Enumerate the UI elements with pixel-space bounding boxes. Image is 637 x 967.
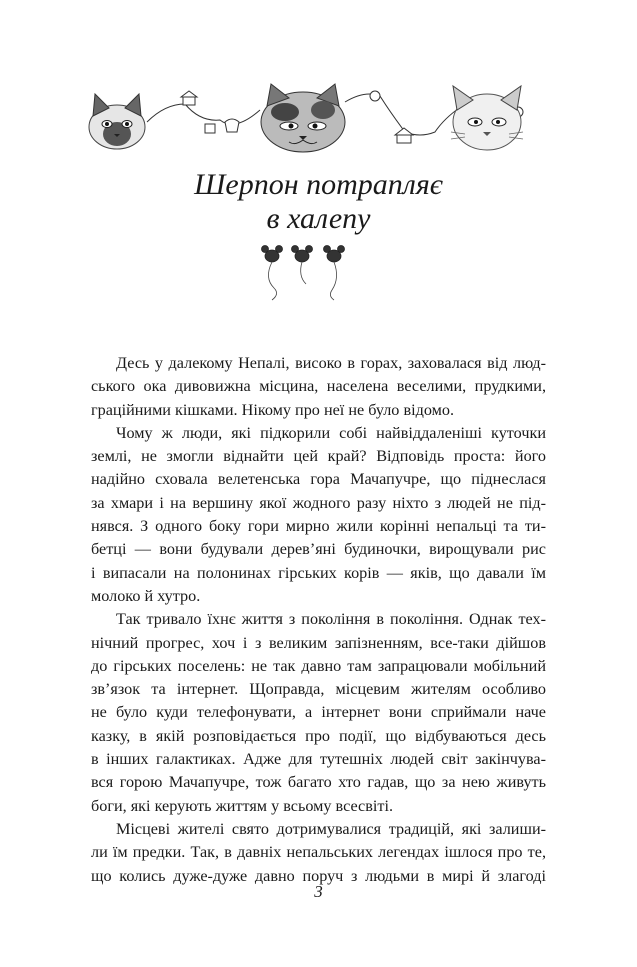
text-line: вся горою Мачапучре, тож багато хто гадав, що за нею живуть: [91, 773, 546, 792]
text-line: молоко й хутро.: [91, 586, 201, 605]
three-cats-garland-icon: [85, 82, 555, 172]
text-line: Так тривало їхнє життя з покоління в покоління. Однак тех-: [116, 610, 546, 629]
text-line: надійно сховала велетенська гора Мачапучре, що піднеслася: [91, 470, 546, 489]
text-line: що колись дуже-дуже давно поруч з людьми в мирі й злагоді: [91, 866, 546, 885]
text-line: в інших галактиках. Адже для тутешніх людей світ закінчува-: [91, 750, 546, 769]
text-line: Чому ж люди, які підкорили собі найвіддаленіші куточки: [116, 423, 546, 442]
body-text: [91, 352, 546, 888]
text-line: не було куди телефонувати, а інтернет вони сприймали наче: [91, 703, 546, 722]
text-line: казку, в якій розповідається про події, що відбуваються десь: [91, 726, 546, 745]
text-line: Місцеві жителі свято дотримувалися традицій, які залиши-: [116, 819, 546, 838]
text-line: до гірських поселень: не так давно там запрацювали мобільний: [91, 656, 546, 675]
text-line: землі, не змогли віднайти цей край? Відповідь проста: його: [91, 447, 546, 466]
text-line: нявся. З одного боку гори мирно жили корінні непальці та ти-: [91, 517, 546, 536]
chapter-title-line-1: Шерпон потрапляє: [194, 168, 443, 201]
text-line: зв’язок та інтернет. Щоправда, місцевим жителям особливо: [91, 680, 546, 699]
text-line: нічний прогрес, хоч і з великим запізненням, все-таки дійшов: [91, 633, 546, 652]
text-line: боги, які керують життям у всьому всесвіті.: [91, 796, 393, 815]
text-line: і випасали на полонинах гірських корів — яків, що давали їм: [91, 563, 546, 582]
text-line: ли їм предки. Так, в давніх непальських легендах ішлося про те,: [91, 843, 546, 862]
text-line: ського ока дивовижна місцина, населена веселими, прудкими,: [91, 377, 546, 396]
text-line: Десь у далекому Непалі, високо в горах, заховалася від люд-: [116, 354, 546, 372]
text-line: граційними кішками. Нікому про неї не було відомо.: [91, 400, 454, 419]
chapter-title: [0, 168, 637, 236]
three-mice-icon: [250, 242, 360, 302]
text-line: бетці — вони будували дерев’яні будиночки, вирощували рис: [91, 540, 546, 559]
text-line: за хмари і на вершину якої жодного разу ніхто з людей не під-: [91, 493, 546, 512]
page-number: 3: [314, 882, 323, 901]
chapter-title-line-2: в халепу: [266, 202, 371, 235]
